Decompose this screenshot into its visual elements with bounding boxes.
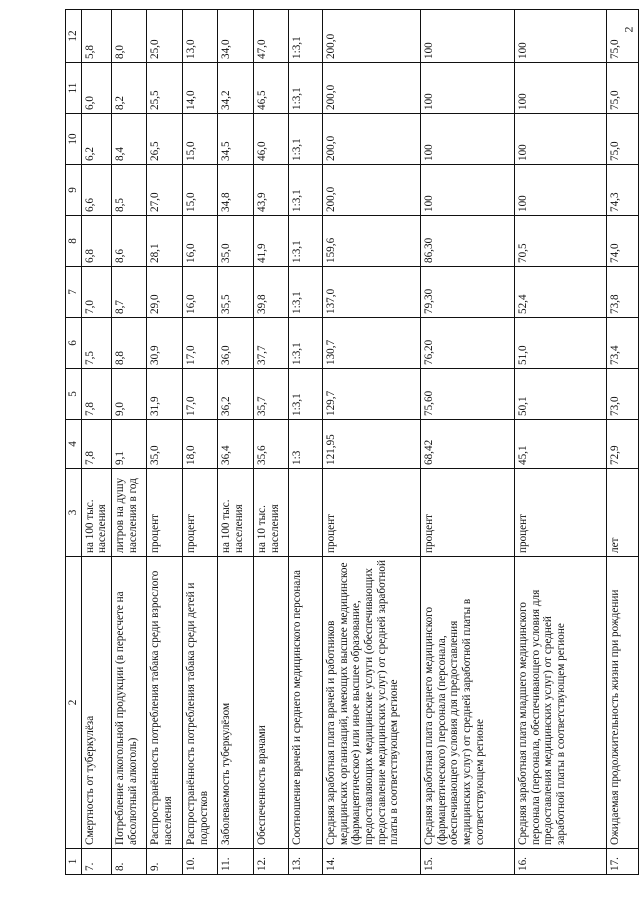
unit-cell: процент [146, 469, 182, 557]
indicator-name-cell: Распространённость потребления табака среди взрослого населения [146, 557, 182, 849]
value-cell: 200,0 [322, 114, 420, 165]
value-cell: 8,8 [111, 318, 146, 369]
indicator-name-cell: Средняя заработная плата среднего медицинского (фармацевтического) персонала (персонала, обеспечивающего условия для предоставления медицинских услуг) от средней заработной платы в соответствующем регионе [420, 557, 514, 849]
indicator-name-cell: Потребление алкогольной продукции (в пересчете на абсолютный алкоголь) [111, 557, 146, 849]
value-cell: 16,0 [182, 216, 217, 267]
unit-cell: на 10 тыс. населения [253, 469, 288, 557]
header-cell: 12 [66, 10, 82, 63]
value-cell: 7,8 [81, 420, 111, 469]
header-cell: 7 [66, 267, 82, 318]
indicator-name-cell: Соотношение врачей и среднего медицинского персонала [288, 557, 322, 849]
value-cell: 6,8 [81, 216, 111, 267]
value-cell: 15,0 [182, 114, 217, 165]
value-cell: 29,0 [146, 267, 182, 318]
value-cell: 1:3 [288, 420, 322, 469]
unit-cell: процент [514, 469, 606, 557]
value-cell: 100 [420, 10, 514, 63]
value-cell: 137,0 [322, 267, 420, 318]
value-cell: 47,0 [253, 10, 288, 63]
table-row [182, 10, 217, 875]
value-cell: 74,3 [606, 165, 638, 216]
row-number-cell: 16. [514, 849, 606, 875]
value-cell: 130,7 [322, 318, 420, 369]
value-cell: 28,1 [146, 216, 182, 267]
value-cell: 25,0 [146, 10, 182, 63]
value-cell: 35,0 [217, 216, 253, 267]
value-cell: 18,0 [182, 420, 217, 469]
value-cell: 36,0 [217, 318, 253, 369]
value-cell: 68,42 [420, 420, 514, 469]
indicator-name-cell: Заболеваемость туберкулёзом [217, 557, 253, 849]
value-cell: 34,5 [217, 114, 253, 165]
table-row [514, 10, 606, 875]
table-row [81, 10, 111, 875]
table-body [66, 10, 639, 875]
indicator-name-cell: Средняя заработная плата младшего медицинского персонала (персонала, обеспечивающего условия для предоставления медицинских услуг) от средней заработной платы в соответствующем регионе [514, 557, 606, 849]
value-cell: 30,9 [146, 318, 182, 369]
row-number-cell: 9. [146, 849, 182, 875]
value-cell: 8,4 [111, 114, 146, 165]
value-cell: 1:3,1 [288, 165, 322, 216]
value-cell: 86,30 [420, 216, 514, 267]
header-cell: 11 [66, 63, 82, 114]
row-number-cell: 14. [322, 849, 420, 875]
value-cell: 34,2 [217, 63, 253, 114]
value-cell: 100 [514, 114, 606, 165]
value-cell: 52,4 [514, 267, 606, 318]
value-cell: 50,1 [514, 369, 606, 420]
value-cell: 1:3,1 [288, 114, 322, 165]
header-cell: 5 [66, 369, 82, 420]
table-row [288, 10, 322, 875]
indicator-name-cell: Распространённость потребления табака среди детей и подростков [182, 557, 217, 849]
value-cell: 9,0 [111, 369, 146, 420]
value-cell: 46,5 [253, 63, 288, 114]
unit-cell: процент [182, 469, 217, 557]
value-cell: 1:3,1 [288, 63, 322, 114]
value-cell: 1:3,1 [288, 369, 322, 420]
value-cell: 72,9 [606, 420, 638, 469]
value-cell: 73,0 [606, 369, 638, 420]
row-number-cell: 17. [606, 849, 638, 875]
value-cell: 8,6 [111, 216, 146, 267]
value-cell: 35,5 [217, 267, 253, 318]
value-cell: 7,8 [81, 369, 111, 420]
value-cell: 100 [420, 63, 514, 114]
value-cell: 27,0 [146, 165, 182, 216]
value-cell: 16,0 [182, 267, 217, 318]
header-cell: 3 [66, 469, 82, 557]
value-cell: 35,6 [253, 420, 288, 469]
rotated-page [65, 30, 621, 875]
value-cell: 74,0 [606, 216, 638, 267]
value-cell: 1:3,1 [288, 267, 322, 318]
value-cell: 34,8 [217, 165, 253, 216]
value-cell: 9,1 [111, 420, 146, 469]
value-cell: 200,0 [322, 10, 420, 63]
value-cell: 25,5 [146, 63, 182, 114]
table-row [420, 10, 514, 875]
indicators-table [65, 9, 639, 875]
value-cell: 6,2 [81, 114, 111, 165]
header-cell: 6 [66, 318, 82, 369]
value-cell: 200,0 [322, 63, 420, 114]
table-row [111, 10, 146, 875]
value-cell: 1:3,1 [288, 10, 322, 63]
value-cell: 34,0 [217, 10, 253, 63]
header-row [66, 10, 82, 875]
row-number-cell: 11. [217, 849, 253, 875]
value-cell: 1:3,1 [288, 216, 322, 267]
unit-cell [288, 469, 322, 557]
value-cell: 17,0 [182, 369, 217, 420]
unit-cell: процент [322, 469, 420, 557]
value-cell: 75,0 [606, 63, 638, 114]
value-cell: 45,1 [514, 420, 606, 469]
unit-cell: лет [606, 469, 638, 557]
table-row [146, 10, 182, 875]
value-cell: 36,2 [217, 369, 253, 420]
unit-cell: литров на душу населения в год [111, 469, 146, 557]
table-row [253, 10, 288, 875]
value-cell: 129,7 [322, 369, 420, 420]
value-cell: 6,0 [81, 63, 111, 114]
value-cell: 121,95 [322, 420, 420, 469]
value-cell: 51,0 [514, 318, 606, 369]
row-number-cell: 7. [81, 849, 111, 875]
value-cell: 37,7 [253, 318, 288, 369]
value-cell: 36,4 [217, 420, 253, 469]
value-cell: 31,9 [146, 369, 182, 420]
value-cell: 75,0 [606, 10, 638, 63]
header-cell: 8 [66, 216, 82, 267]
value-cell: 100 [514, 63, 606, 114]
value-cell: 100 [420, 165, 514, 216]
value-cell: 7,0 [81, 267, 111, 318]
value-cell: 8,0 [111, 10, 146, 63]
value-cell: 159,6 [322, 216, 420, 267]
value-cell: 100 [514, 165, 606, 216]
value-cell: 43,9 [253, 165, 288, 216]
value-cell: 73,8 [606, 267, 638, 318]
value-cell: 200,0 [322, 165, 420, 216]
value-cell: 13,0 [182, 10, 217, 63]
value-cell: 8,7 [111, 267, 146, 318]
value-cell: 100 [514, 10, 606, 63]
table-row [322, 10, 420, 875]
indicator-name-cell: Смертность от туберкулёза [81, 557, 111, 849]
value-cell: 8,5 [111, 165, 146, 216]
value-cell: 46,0 [253, 114, 288, 165]
header-cell: 9 [66, 165, 82, 216]
value-cell: 70,5 [514, 216, 606, 267]
value-cell: 15,0 [182, 165, 217, 216]
value-cell: 75,60 [420, 369, 514, 420]
header-cell: 4 [66, 420, 82, 469]
value-cell: 26,5 [146, 114, 182, 165]
value-cell: 75,0 [606, 114, 638, 165]
table-row [606, 10, 638, 875]
row-number-cell: 13. [288, 849, 322, 875]
value-cell: 35,0 [146, 420, 182, 469]
value-cell: 41,9 [253, 216, 288, 267]
row-number-cell: 10. [182, 849, 217, 875]
value-cell: 76,20 [420, 318, 514, 369]
value-cell: 6,6 [81, 165, 111, 216]
value-cell: 1:3,1 [288, 318, 322, 369]
value-cell: 17,0 [182, 318, 217, 369]
indicator-name-cell: Обеспеченность врачами [253, 557, 288, 849]
value-cell: 14,0 [182, 63, 217, 114]
value-cell: 73,4 [606, 318, 638, 369]
header-cell: 1 [66, 849, 82, 875]
unit-cell: на 100 тыс. населения [81, 469, 111, 557]
value-cell: 79,30 [420, 267, 514, 318]
indicator-name-cell: Средняя заработная плата врачей и работников медицинских организаций, имеющих высшее медицинское (фармацевтическое) или иное высшее образование, предоставляющих медицинские услуги (обеспечивающих предоставление медицинских услуг) от средней заработной платы в соответствующем регионе [322, 557, 420, 849]
row-number-cell: 15. [420, 849, 514, 875]
value-cell: 7,5 [81, 318, 111, 369]
page-number: 2 [621, 26, 636, 33]
value-cell: 100 [420, 114, 514, 165]
value-cell: 8,2 [111, 63, 146, 114]
unit-cell: процент [420, 469, 514, 557]
value-cell: 5,8 [81, 10, 111, 63]
unit-cell: на 100 тыс. населения [217, 469, 253, 557]
table-row [217, 10, 253, 875]
header-cell: 2 [66, 557, 82, 849]
value-cell: 35,7 [253, 369, 288, 420]
value-cell: 39,8 [253, 267, 288, 318]
indicator-name-cell: Ожидаемая продолжительность жизни при рождении [606, 557, 638, 849]
row-number-cell: 12. [253, 849, 288, 875]
header-cell: 10 [66, 114, 82, 165]
row-number-cell: 8. [111, 849, 146, 875]
